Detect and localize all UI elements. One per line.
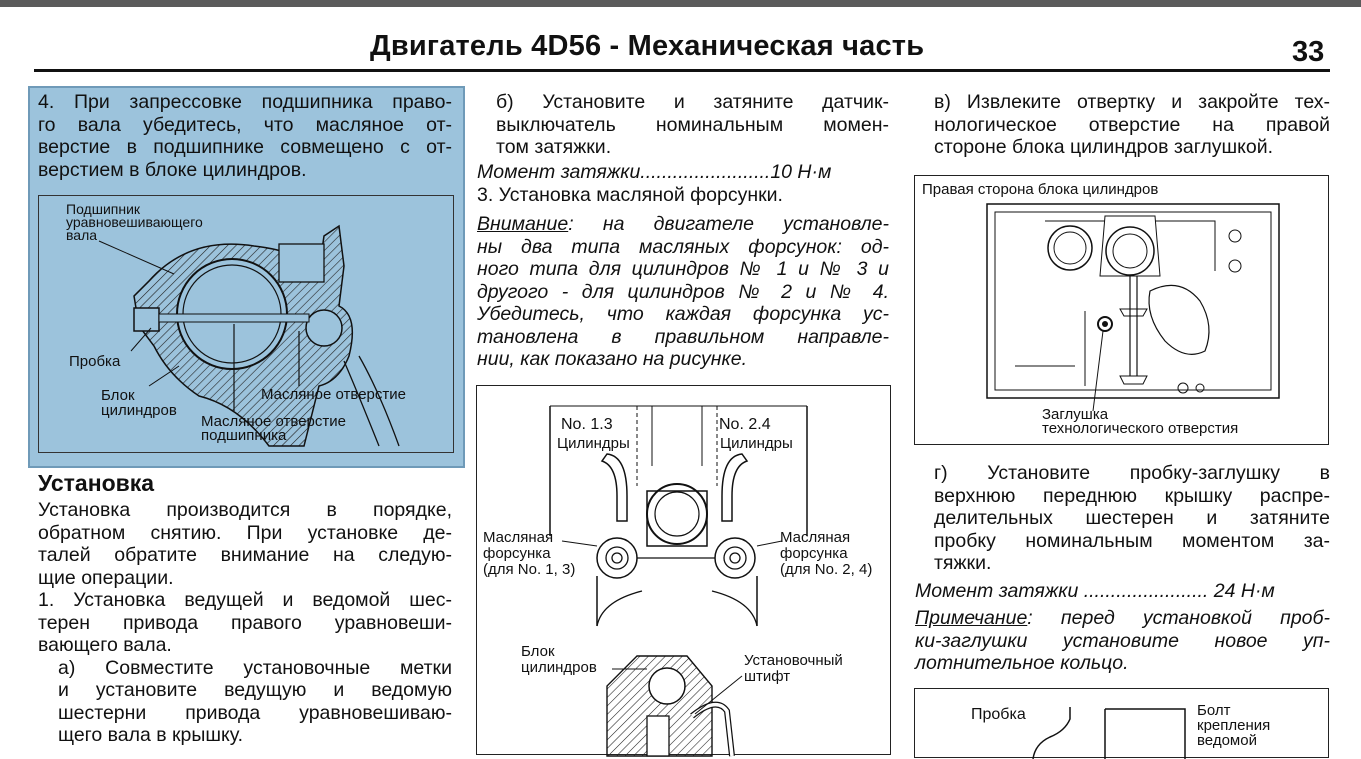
label-bearing [66,203,203,242]
right-line: делительных шестерен и затяните [934,507,1330,529]
warning-line: тановлена в правильном направле- [477,325,889,348]
page-title: Двигатель 4D56 - Механическая часть [370,30,925,62]
para-line: шестерни привода уравновешиваю- [58,701,452,724]
warning-line: Убедитесь, что каждая форсунка ус- [477,303,889,325]
right-line: стороне блока цилиндров заглушкой. [934,136,1274,158]
install-text [38,499,452,747]
label-right-jet-line: форсунка [780,545,848,562]
para-line: щего вала в крышку. [58,724,244,746]
bearing-figure [38,195,454,453]
warning-line: : на двигателе установле- [568,213,889,235]
label-oil-hole: Масляное отверстие [261,386,406,403]
warning-line: ного типа для цилиндров № 1 и № 3 и [477,258,889,280]
section-title: Установка [38,470,155,496]
note-line: лотнительное кольцо. [915,652,1129,674]
note-text-right [915,607,1330,675]
label-pin-line: штифт [744,668,791,685]
mid-line: б) Установите и затяните датчик- [496,91,889,113]
right-line: верхнюю переднюю крышку распре- [934,484,1330,507]
right-mid-text [934,462,1330,575]
note-label: Примечание [915,607,1028,629]
label-block-line: цилиндров [101,402,177,419]
label-plug: Пробка [69,353,121,370]
page-number: 33 [1292,36,1325,68]
middle-top-text [496,91,889,159]
right-line: пробку номинальным моментом за- [934,529,1330,552]
label-plug4: Пробка [971,706,1026,723]
label-right-jet-line: (для No. 2, 4) [780,561,873,578]
right-line: г) Установите пробку-заглушку в [934,462,1330,484]
label-block [101,388,177,418]
label-right-side: Правая сторона блока цилиндров [922,181,1159,198]
top-bar [0,0,1361,7]
warning-line: ны два типа масляных форсунок: од- [477,235,889,258]
label-block2 [521,644,597,676]
label-plug3-line: технологического отверстия [1042,420,1239,437]
note-text [38,91,452,181]
warning-label: Внимание [477,213,569,235]
label-bolt-line: крепления [1197,717,1271,734]
right-top-text [934,91,1330,159]
torque-dots: ....................... [1083,580,1209,602]
block-side-figure [914,175,1329,445]
label-block2-line: цилиндров [521,659,597,676]
label-bearing-hole [201,415,346,443]
note-line: : перед установкой проб- [1027,607,1330,629]
torque-line-2 [915,580,1330,603]
right-line: нологическое отверстие на правой [934,113,1330,136]
torque-value: 24 Н·м [1213,580,1275,602]
para-line: а) Совместите установочные метки [58,656,452,679]
label-no24: No. 2.4 [719,416,771,433]
label-left-jet-line: (для No. 1, 3) [483,561,576,578]
label-bearing-hole-line: Масляное отверстие [201,413,346,430]
label-cyl24: Цилиндры [720,435,793,452]
oil-jet-figure [476,385,891,755]
label-bolt-line: ведомой [1197,732,1257,749]
label-right-jet [780,530,872,578]
label-pin-line: Установочный [744,652,843,669]
para-line: обратном снятию. При установке де- [38,521,452,544]
para-line: терен привода правого уравновеши- [38,611,452,634]
label-left-jet [483,530,575,578]
label-bolt [1197,703,1270,748]
note-line: верстие в подшипнике совмещено с от- [38,136,452,158]
torque-label: Момент затяжки [477,161,641,183]
label-plug3 [1042,408,1238,436]
mid-line: выключатель номинальным момен- [496,113,889,136]
label-left-jet-line: форсунка [483,545,551,562]
label-bearing-line: уравновешивающего [66,214,203,230]
warning-line: другого - для цилиндров № 2 и № 4. [477,280,889,303]
mid-line: том затяжки. [496,136,612,158]
step-3: 3. Установка масляной форсунки. [477,184,783,206]
label-right-jet-line: Масляная [780,529,851,546]
para-line: щие операции. [38,566,174,589]
para-line: вающего вала. [38,634,172,656]
para-line: 1. Установка ведущей и ведомой шес- [38,589,452,611]
torque-line-1 [477,161,889,184]
note-line: 4. При запрессовке подшипника право- [38,91,452,113]
label-no13: No. 1.3 [561,416,613,433]
right-line: в) Извлеките отвертку и закройте тех- [934,91,1330,113]
label-block-line: Блок [101,387,135,404]
warning-line: нии, как показано на рисунке. [477,348,747,370]
label-block2-line: Блок [521,643,555,660]
torque-value: 10 Н·м [770,161,832,183]
para-line: талей обратите внимание на следую- [38,544,452,566]
header-rule [34,69,1330,72]
right-line: тяжки. [934,552,992,574]
label-cyl13: Цилиндры [557,435,630,452]
block-side-diagram [915,176,1330,446]
label-left-jet-line: Масляная [483,529,554,546]
label-pin [744,653,843,685]
torque-dots: ........................ [640,161,771,183]
note-line: верстием в блоке цилиндров. [38,158,307,181]
label-plug3-line: Заглушка [1042,406,1109,423]
note-line: ки-заглушки установите новое уп- [915,629,1330,652]
label-bolt-line: Болт [1197,702,1231,719]
label-bearing-line: Подшипник [66,201,141,217]
note-line: го вала убедитесь, что масляное от- [38,113,452,136]
para-line: и установите ведущую и ведомую [58,679,452,701]
torque-label: Момент затяжки [915,580,1079,602]
label-bearing-hole-line: подшипника [201,427,287,444]
para-line: Установка производится в порядке, [38,499,452,521]
label-bearing-line: вала [66,227,98,243]
warning-text [477,213,889,371]
